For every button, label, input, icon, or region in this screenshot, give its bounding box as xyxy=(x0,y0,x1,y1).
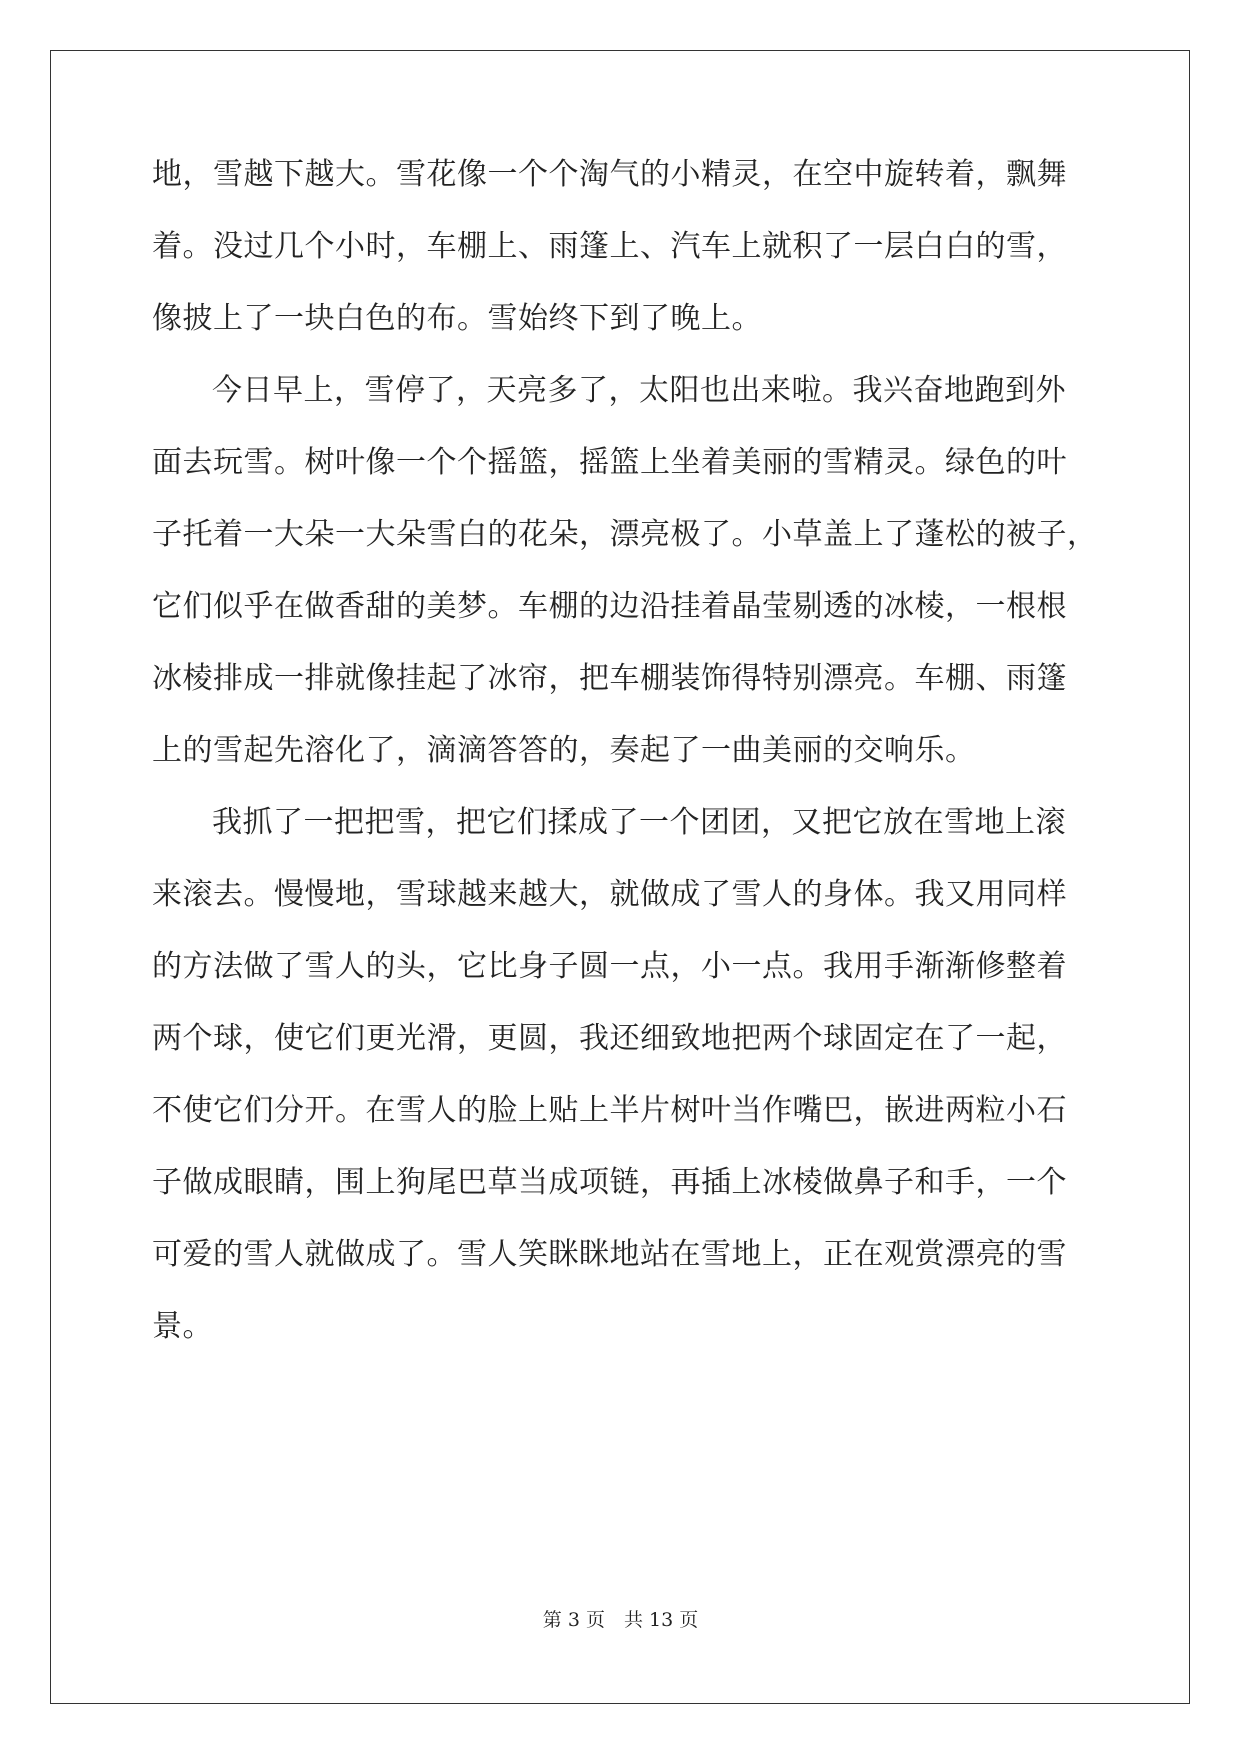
page-number: 第 3 页 共 13 页 xyxy=(542,1609,699,1631)
paragraph-line: 可爱的雪人就做成了。雪人笑眯眯地站在雪地上，正在观赏漂亮的雪 xyxy=(152,1237,1067,1272)
paragraph-line: 景。 xyxy=(152,1309,213,1344)
paragraph-line: 冰棱排成一排就像挂起了冰帘，把车棚装饰得特别漂亮。车棚、雨篷 xyxy=(152,661,1067,696)
paragraph-first-line: 今日早上，雪停了，天亮多了，太阳也出来啦。我兴奋地跑到外 xyxy=(212,373,1066,408)
paragraph-line: 两个球，使它们更光滑，更圆，我还细致地把两个球固定在了一起， xyxy=(152,1021,1067,1056)
paragraph-line: 像披上了一块白色的布。雪始终下到了晚上。 xyxy=(152,301,762,336)
paragraph-line: 它们似乎在做香甜的美梦。车棚的边沿挂着晶莹剔透的冰棱，一根根 xyxy=(152,589,1067,624)
paragraph-first-line: 我抓了一把把雪，把它们揉成了一个团团，又把它放在雪地上滚 xyxy=(212,805,1066,840)
paragraph-line: 子托着一大朵一大朵雪白的花朵，漂亮极了。小草盖上了蓬松的被子， xyxy=(152,517,1098,552)
paragraph-line: 来滚去。慢慢地，雪球越来越大，就做成了雪人的身体。我又用同样 xyxy=(152,877,1067,912)
paragraph-line: 上的雪起先溶化了，滴滴答答的，奏起了一曲美丽的交响乐。 xyxy=(152,733,976,768)
paragraph-line: 着。没过几个小时，车棚上、雨篷上、汽车上就积了一层白白的雪， xyxy=(152,229,1067,264)
paragraph-line: 的方法做了雪人的头，它比身子圆一点，小一点。我用手渐渐修整着 xyxy=(152,949,1067,984)
paragraph-line: 不使它们分开。在雪人的脸上贴上半片树叶当作嘴巴，嵌进两粒小石 xyxy=(152,1093,1067,1128)
paragraph-line: 地，雪越下越大。雪花像一个个淘气的小精灵，在空中旋转着，飘舞 xyxy=(152,157,1067,192)
paragraph-line: 子做成眼睛，围上狗尾巴草当成项链，再插上冰棱做鼻子和手，一个 xyxy=(152,1165,1067,1200)
paragraph-line: 面去玩雪。树叶像一个个摇篮，摇篮上坐着美丽的雪精灵。绿色的叶 xyxy=(152,445,1067,480)
